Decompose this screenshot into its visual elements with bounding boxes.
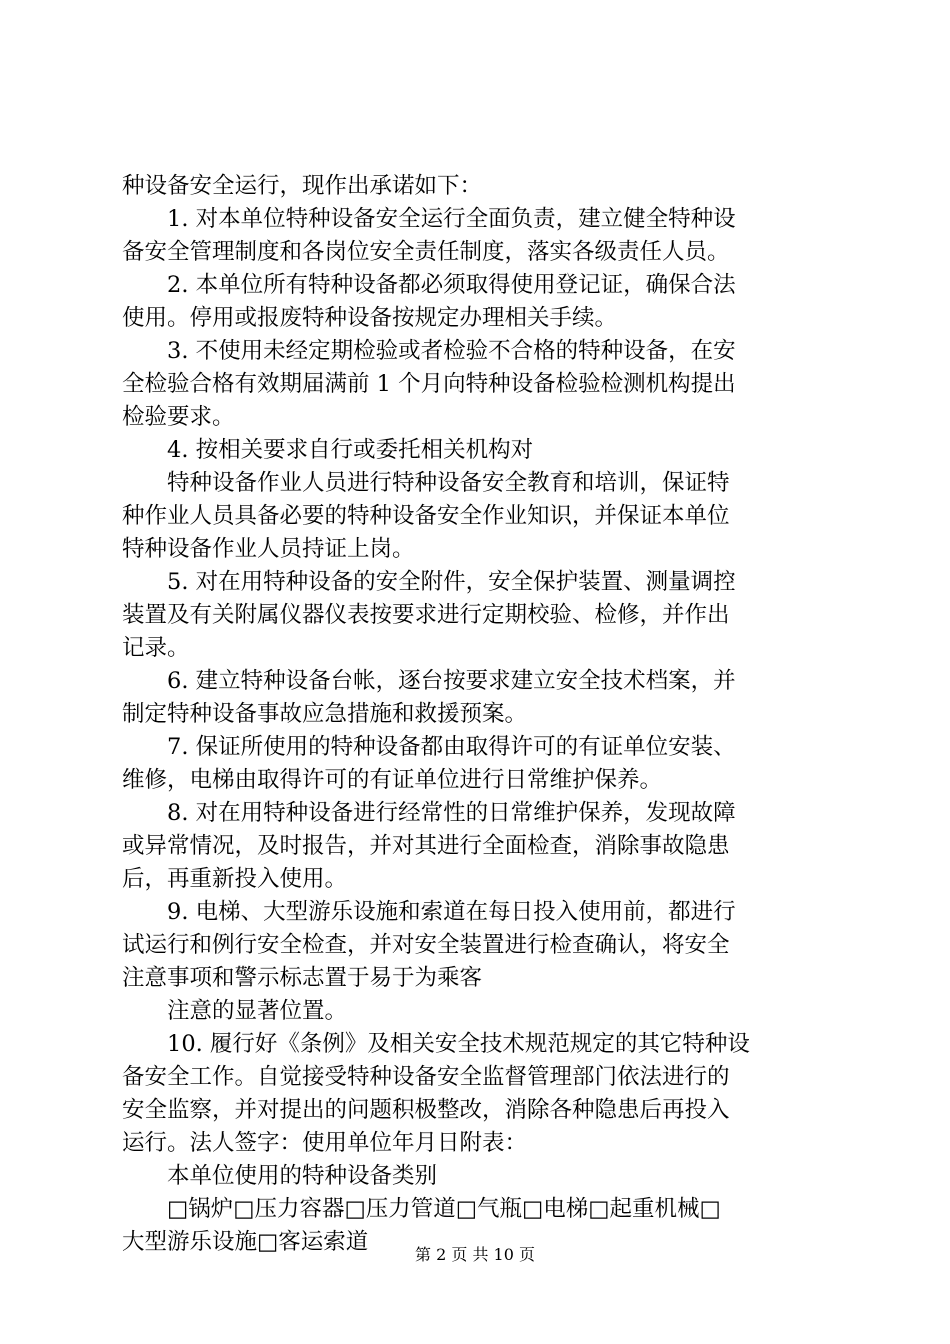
clause-9-continued	[122, 995, 830, 1028]
text-line: 使用。停用或报废特种设备按规定办理相关手续。	[122, 305, 618, 331]
clause-6	[122, 665, 830, 731]
text-line: 或异常情况，及时报告，并对其进行全面检查，消除事故隐患	[122, 833, 730, 859]
text-line: 注意事项和警示标志置于易于为乘客	[122, 965, 483, 991]
clause-8	[122, 797, 830, 896]
text-line: □锅炉□压力容器□压力管道□气瓶□电梯□起重机械□	[167, 1196, 721, 1222]
clause-4	[122, 434, 830, 467]
page-number-label: 第 2 页 共 10 页	[415, 1245, 535, 1264]
text-line: 3. 不使用未经定期检验或者检验不合格的特种设备，在安	[167, 338, 736, 364]
clause-7	[122, 731, 830, 797]
text-line: 种设备安全运行，现作出承诺如下：	[122, 173, 483, 199]
text-line: 6. 建立特种设备台帐，逐台按要求建立安全技术档案，并	[167, 668, 736, 694]
text-line: 全检验合格有效期届满前 1 个月向特种设备检验检测机构提出	[122, 371, 736, 397]
clause-9	[122, 896, 830, 995]
text-line: 运行。法人签字：使用单位年月日附表：	[122, 1130, 528, 1156]
text-line: 记录。	[122, 635, 190, 661]
text-line: 种作业人员具备必要的特种设备安全作业知识，并保证本单位	[122, 503, 730, 529]
clause-2	[122, 269, 830, 335]
clause-10	[122, 1028, 830, 1160]
text-line: 9. 电梯、大型游乐设施和索道在每日投入使用前，都进行	[167, 899, 736, 925]
text-line: 本单位使用的特种设备类别	[167, 1163, 438, 1189]
text-line: 备安全管理制度和各岗位安全责任制度，落实各级责任人员。	[122, 239, 730, 265]
text-line: 10. 履行好《条例》及相关安全技术规范规定的其它特种设	[167, 1031, 750, 1057]
clause-4-continued	[122, 467, 830, 566]
text-line: 8. 对在用特种设备进行经常性的日常维护保养，发现故障	[167, 800, 736, 826]
clause-3	[122, 335, 830, 434]
text-line: 备安全工作。自觉接受特种设备安全监督管理部门依法进行的	[122, 1064, 730, 1090]
text-line: 维修，电梯由取得许可的有证单位进行日常维护保养。	[122, 767, 663, 793]
text-line: 试运行和例行安全检查，并对安全装置进行检查确认，将安全	[122, 932, 730, 958]
text-line: 7. 保证所使用的特种设备都由取得许可的有证单位安装、	[167, 734, 736, 760]
text-line: 制定特种设备事故应急措施和救援预案。	[122, 701, 528, 727]
text-line: 装置及有关附属仪器仪表按要求进行定期校验、检修，并作出	[122, 602, 730, 628]
page-footer	[0, 1245, 950, 1265]
text-line: 5. 对在用特种设备的安全附件，安全保护装置、测量调控	[167, 569, 736, 595]
clause-1	[122, 203, 830, 269]
document-body	[122, 170, 830, 1259]
text-line: 4. 按相关要求自行或委托相关机构对	[167, 437, 534, 463]
text-line: 注意的显著位置。	[167, 998, 348, 1024]
text-line: 安全监察，并对提出的问题积极整改，消除各种隐患后再投入	[122, 1097, 730, 1123]
appendix-heading	[122, 1160, 830, 1193]
text-line: 特种设备作业人员进行特种设备安全教育和培训，保证特	[167, 470, 730, 496]
clause-5	[122, 566, 830, 665]
intro-paragraph	[122, 170, 830, 203]
text-line: 特种设备作业人员持证上岗。	[122, 536, 415, 562]
text-line: 2. 本单位所有特种设备都必须取得使用登记证，确保合法	[167, 272, 736, 298]
text-line: 大型游乐设施□客运索道	[122, 1229, 369, 1255]
text-line: 1. 对本单位特种设备安全运行全面负责，建立健全特种设	[167, 206, 736, 232]
text-line: 后，再重新投入使用。	[122, 866, 348, 892]
text-line: 检验要求。	[122, 404, 235, 430]
